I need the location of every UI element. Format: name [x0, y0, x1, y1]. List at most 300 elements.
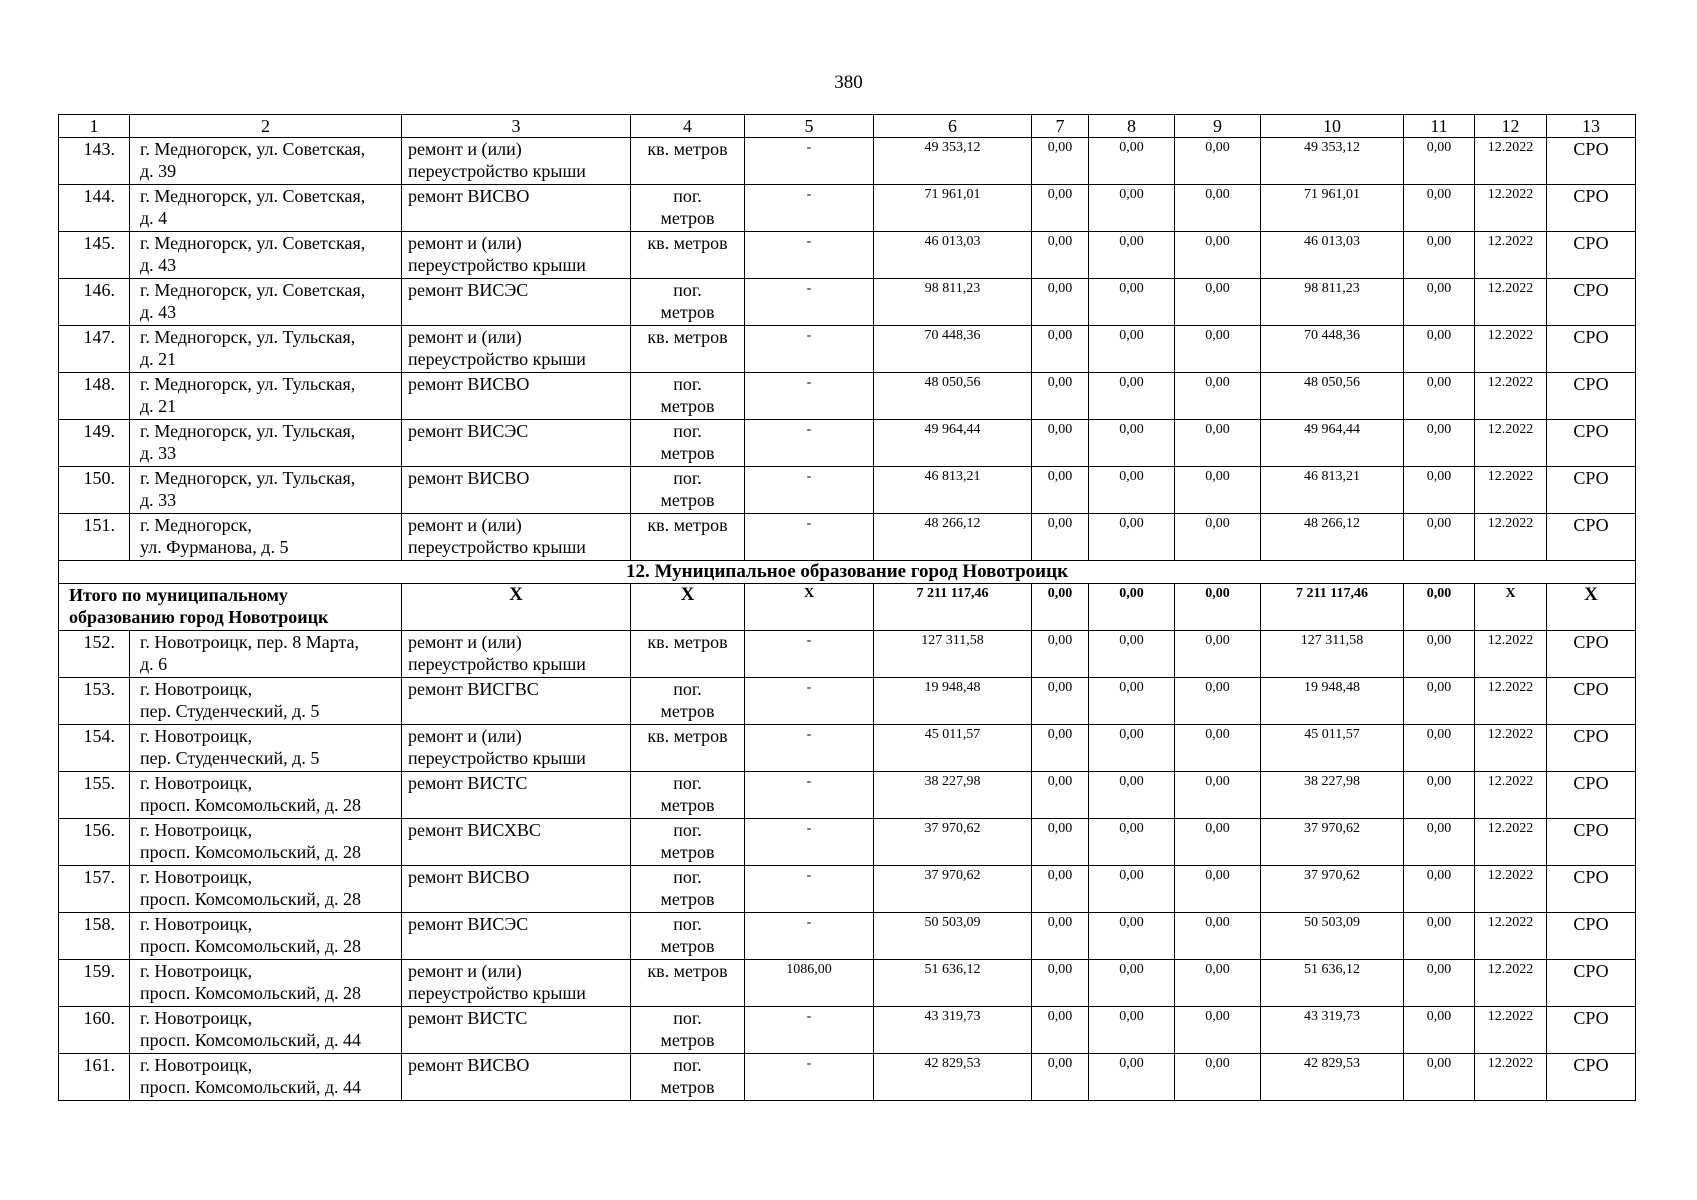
owner-funds-cell: 7 211 117,46	[1261, 584, 1404, 631]
contractor-cell: СРО	[1547, 232, 1636, 279]
address-line: д. 4	[140, 208, 168, 228]
row-number: 150.	[59, 467, 130, 514]
fund-cell: 0,00	[1032, 584, 1089, 631]
fund-cell: 0,00	[1089, 1007, 1175, 1054]
fund-cell: 0,00	[1032, 467, 1089, 514]
address-line: ул. Фурманова, д. 5	[140, 537, 289, 557]
unit-line: пог.	[673, 374, 702, 394]
owner-funds-cell: 50 503,09	[1261, 913, 1404, 960]
fund-cell: 0,00	[1089, 960, 1175, 1007]
table-row	[59, 819, 1636, 866]
fund-cell: 0,00	[1089, 232, 1175, 279]
fund-cell: 0,00	[1175, 279, 1261, 326]
contractor-cell: СРО	[1547, 185, 1636, 232]
row-number: 154.	[59, 725, 130, 772]
unit-line: пог.	[673, 1055, 702, 1075]
fund-cell: 0,00	[1404, 960, 1475, 1007]
row-number: 161.	[59, 1054, 130, 1101]
fund-cell: 0,00	[1089, 373, 1175, 420]
row-number: 160.	[59, 1007, 130, 1054]
fund-cell: 0,00	[1089, 913, 1175, 960]
total-x: X	[745, 584, 874, 631]
row-number: 157.	[59, 866, 130, 913]
total-cost-cell: 37 970,62	[874, 819, 1032, 866]
address-cell	[130, 678, 402, 725]
row-number: 143.	[59, 138, 130, 185]
unit-line: метров	[660, 842, 715, 862]
work-type-line: ремонт и (или)	[408, 233, 522, 253]
unit-cell	[631, 631, 745, 678]
unit-cell	[631, 467, 745, 514]
unit-line: пог.	[673, 820, 702, 840]
fund-cell: 0,00	[1089, 420, 1175, 467]
fund-cell: 0,00	[1089, 866, 1175, 913]
work-type-line: ремонт ВИСВО	[408, 468, 530, 488]
address-cell	[130, 326, 402, 373]
address-cell	[130, 819, 402, 866]
unit-cell	[631, 514, 745, 561]
work-type-cell	[402, 514, 631, 561]
total-cost-cell: 49 964,44	[874, 420, 1032, 467]
address-cell	[130, 279, 402, 326]
unit-line: кв. метров	[647, 515, 728, 535]
contractor-cell: СРО	[1547, 772, 1636, 819]
unit-line: метров	[660, 208, 715, 228]
contractor-cell: СРО	[1547, 1007, 1636, 1054]
unit-cell	[631, 725, 745, 772]
total-cost-cell: 51 636,12	[874, 960, 1032, 1007]
unit-line: кв. метров	[647, 139, 728, 159]
fund-cell: 0,00	[1175, 420, 1261, 467]
address-line: просп. Комсомольский, д. 28	[140, 889, 362, 909]
row-number: 144.	[59, 185, 130, 232]
total-row	[59, 584, 1636, 631]
unit-line: метров	[660, 490, 715, 510]
deadline-cell: 12.2022	[1475, 819, 1547, 866]
section-title: 12. Муниципальное образование город Новотроицк	[59, 561, 1636, 584]
table-row	[59, 279, 1636, 326]
work-type-line: переустройство крыши	[408, 255, 586, 275]
address-cell	[130, 866, 402, 913]
fund-cell: 0,00	[1175, 678, 1261, 725]
owner-funds-cell: 51 636,12	[1261, 960, 1404, 1007]
address-cell	[130, 420, 402, 467]
address-cell	[130, 232, 402, 279]
volume-cell: -	[745, 866, 874, 913]
fund-cell: 0,00	[1404, 467, 1475, 514]
volume-cell: -	[745, 279, 874, 326]
unit-line: пог.	[673, 914, 702, 934]
deadline-cell: 12.2022	[1475, 185, 1547, 232]
owner-funds-cell: 70 448,36	[1261, 326, 1404, 373]
work-type-cell	[402, 420, 631, 467]
work-type-cell	[402, 678, 631, 725]
total-cost-cell: 42 829,53	[874, 1054, 1032, 1101]
work-type-cell	[402, 185, 631, 232]
contractor-cell: СРО	[1547, 514, 1636, 561]
fund-cell: 0,00	[1175, 138, 1261, 185]
fund-cell: 0,00	[1404, 819, 1475, 866]
deadline-cell: 12.2022	[1475, 232, 1547, 279]
contractor-cell: СРО	[1547, 279, 1636, 326]
address-line: д. 33	[140, 490, 177, 510]
unit-line: кв. метров	[647, 233, 728, 253]
work-type-line: ремонт ВИСВО	[408, 186, 530, 206]
work-type-line: ремонт ВИСЭС	[408, 914, 529, 934]
work-type-line: ремонт и (или)	[408, 139, 522, 159]
fund-cell: 0,00	[1175, 960, 1261, 1007]
fund-cell: 0,00	[1089, 772, 1175, 819]
work-type-line: ремонт и (или)	[408, 515, 522, 535]
contractor-cell: СРО	[1547, 866, 1636, 913]
owner-funds-cell: 127 311,58	[1261, 631, 1404, 678]
fund-cell: 0,00	[1032, 326, 1089, 373]
fund-cell: 0,00	[1404, 326, 1475, 373]
volume-cell: -	[745, 725, 874, 772]
fund-cell: 0,00	[1089, 584, 1175, 631]
work-type-line: ремонт и (или)	[408, 632, 522, 652]
work-type-line: переустройство крыши	[408, 537, 586, 557]
contractor-cell: СРО	[1547, 631, 1636, 678]
work-type-line: ремонт и (или)	[408, 726, 522, 746]
contractor-cell: СРО	[1547, 138, 1636, 185]
unit-cell	[631, 819, 745, 866]
deadline-cell: 12.2022	[1475, 678, 1547, 725]
work-type-cell	[402, 232, 631, 279]
table-row	[59, 725, 1636, 772]
unit-line: пог.	[673, 1008, 702, 1028]
fund-cell: 0,00	[1032, 819, 1089, 866]
volume-cell: -	[745, 1054, 874, 1101]
deadline-cell: 12.2022	[1475, 467, 1547, 514]
volume-cell: -	[745, 514, 874, 561]
unit-line: метров	[660, 443, 715, 463]
unit-line: метров	[660, 396, 715, 416]
row-number: 152.	[59, 631, 130, 678]
address-cell	[130, 514, 402, 561]
work-type-line: ремонт ВИСТС	[408, 773, 528, 793]
contractor-cell: СРО	[1547, 819, 1636, 866]
address-line: г. Новотроицк,	[140, 679, 253, 699]
unit-cell	[631, 678, 745, 725]
fund-cell: 0,00	[1089, 725, 1175, 772]
volume-cell: -	[745, 138, 874, 185]
work-type-line: ремонт и (или)	[408, 327, 522, 347]
volume-cell: -	[745, 232, 874, 279]
fund-cell: 0,00	[1404, 138, 1475, 185]
contractor-cell: СРО	[1547, 725, 1636, 772]
row-number: 153.	[59, 678, 130, 725]
work-type-cell	[402, 1054, 631, 1101]
fund-cell: 0,00	[1089, 819, 1175, 866]
fund-cell: 0,00	[1404, 514, 1475, 561]
address-line: просп. Комсомольский, д. 28	[140, 795, 362, 815]
deadline-cell: 12.2022	[1475, 279, 1547, 326]
address-line: г. Медногорск, ул. Советская,	[140, 280, 366, 300]
row-number: 151.	[59, 514, 130, 561]
address-cell	[130, 373, 402, 420]
deadline-cell: 12.2022	[1475, 631, 1547, 678]
table-row	[59, 467, 1636, 514]
fund-cell: 0,00	[1089, 185, 1175, 232]
address-line: просп. Комсомольский, д. 44	[140, 1030, 362, 1050]
address-line: г. Новотроицк,	[140, 820, 253, 840]
work-type-line: ремонт ВИСВО	[408, 1055, 530, 1075]
owner-funds-cell: 38 227,98	[1261, 772, 1404, 819]
unit-line: пог.	[673, 421, 702, 441]
address-line: г. Медногорск, ул. Тульская,	[140, 374, 356, 394]
fund-cell: 0,00	[1089, 631, 1175, 678]
row-number: 149.	[59, 420, 130, 467]
work-type-cell	[402, 631, 631, 678]
address-line: г. Медногорск, ул. Тульская,	[140, 327, 356, 347]
unit-line: метров	[660, 302, 715, 322]
volume-cell: -	[745, 185, 874, 232]
table-row	[59, 138, 1636, 185]
total-cost-cell: 38 227,98	[874, 772, 1032, 819]
fund-cell: 0,00	[1404, 772, 1475, 819]
unit-line: метров	[660, 1077, 715, 1097]
row-number: 148.	[59, 373, 130, 420]
fund-cell: 0,00	[1404, 631, 1475, 678]
fund-cell: 0,00	[1032, 514, 1089, 561]
address-cell	[130, 138, 402, 185]
total-cost-cell: 46 013,03	[874, 232, 1032, 279]
fund-cell: 0,00	[1404, 584, 1475, 631]
work-type-line: переустройство крыши	[408, 748, 586, 768]
fund-cell: 0,00	[1175, 725, 1261, 772]
unit-line: пог.	[673, 280, 702, 300]
work-type-line: ремонт ВИСТС	[408, 1008, 528, 1028]
row-number: 146.	[59, 279, 130, 326]
fund-cell: 0,00	[1175, 819, 1261, 866]
fund-cell: 0,00	[1032, 185, 1089, 232]
row-number: 158.	[59, 913, 130, 960]
address-line: г. Медногорск, ул. Советская,	[140, 139, 366, 159]
unit-line: метров	[660, 701, 715, 721]
address-line: пер. Студенческий, д. 5	[140, 748, 320, 768]
unit-line: пог.	[673, 468, 702, 488]
unit-line: пог.	[673, 773, 702, 793]
volume-cell: -	[745, 819, 874, 866]
fund-cell: 0,00	[1089, 279, 1175, 326]
fund-cell: 0,00	[1404, 913, 1475, 960]
volume-cell: -	[745, 678, 874, 725]
unit-cell	[631, 866, 745, 913]
deadline-cell: 12.2022	[1475, 420, 1547, 467]
table-row	[59, 772, 1636, 819]
unit-cell	[631, 138, 745, 185]
fund-cell: 0,00	[1032, 678, 1089, 725]
fund-cell: 0,00	[1175, 866, 1261, 913]
volume-cell: -	[745, 772, 874, 819]
work-type-cell	[402, 772, 631, 819]
address-line: д. 43	[140, 302, 177, 322]
address-cell	[130, 772, 402, 819]
unit-line: пог.	[673, 186, 702, 206]
fund-cell: 0,00	[1404, 279, 1475, 326]
row-number: 147.	[59, 326, 130, 373]
owner-funds-cell: 48 266,12	[1261, 514, 1404, 561]
fund-cell: 0,00	[1032, 1007, 1089, 1054]
work-type-line: ремонт ВИСХВС	[408, 820, 541, 840]
address-line: г. Новотроицк,	[140, 773, 253, 793]
table-row	[59, 960, 1636, 1007]
address-line: г. Новотроицк,	[140, 914, 253, 934]
total-label-line: Итого по муниципальному	[69, 585, 288, 605]
address-line: г. Медногорск, ул. Тульская,	[140, 421, 356, 441]
table-row	[59, 232, 1636, 279]
column-number: 4	[631, 115, 745, 138]
column-number: 9	[1175, 115, 1261, 138]
volume-cell: -	[745, 326, 874, 373]
total-label	[59, 584, 402, 631]
address-line: д. 39	[140, 161, 177, 181]
address-cell	[130, 960, 402, 1007]
unit-cell	[631, 185, 745, 232]
owner-funds-cell: 49 964,44	[1261, 420, 1404, 467]
contractor-cell: СРО	[1547, 373, 1636, 420]
fund-cell: 0,00	[1175, 232, 1261, 279]
work-type-cell	[402, 467, 631, 514]
unit-cell	[631, 232, 745, 279]
fund-cell: 0,00	[1032, 725, 1089, 772]
fund-cell: 0,00	[1089, 467, 1175, 514]
unit-line: кв. метров	[647, 961, 728, 981]
fund-cell: 0,00	[1404, 185, 1475, 232]
contractor-cell: СРО	[1547, 326, 1636, 373]
owner-funds-cell: 48 050,56	[1261, 373, 1404, 420]
contractor-cell: СРО	[1547, 960, 1636, 1007]
total-x: X	[631, 584, 745, 631]
table-row	[59, 326, 1636, 373]
unit-line: метров	[660, 936, 715, 956]
total-cost-cell: 71 961,01	[874, 185, 1032, 232]
work-type-line: ремонт ВИСЭС	[408, 421, 529, 441]
work-type-cell	[402, 725, 631, 772]
fund-cell: 0,00	[1175, 373, 1261, 420]
total-cost-cell: 7 211 117,46	[874, 584, 1032, 631]
owner-funds-cell: 19 948,48	[1261, 678, 1404, 725]
fund-cell: 0,00	[1175, 1007, 1261, 1054]
deadline-cell: 12.2022	[1475, 514, 1547, 561]
table-row	[59, 1007, 1636, 1054]
volume-cell: -	[745, 420, 874, 467]
deadline-cell: 12.2022	[1475, 725, 1547, 772]
fund-cell: 0,00	[1404, 232, 1475, 279]
fund-cell: 0,00	[1175, 467, 1261, 514]
unit-cell	[631, 420, 745, 467]
address-line: г. Новотроицк, пер. 8 Марта,	[140, 632, 360, 652]
owner-funds-cell: 46 013,03	[1261, 232, 1404, 279]
fund-cell: 0,00	[1175, 1054, 1261, 1101]
work-type-line: переустройство крыши	[408, 161, 586, 181]
fund-cell: 0,00	[1404, 420, 1475, 467]
address-cell	[130, 725, 402, 772]
owner-funds-cell: 42 829,53	[1261, 1054, 1404, 1101]
unit-line: метров	[660, 889, 715, 909]
unit-line: метров	[660, 795, 715, 815]
owner-funds-cell: 49 353,12	[1261, 138, 1404, 185]
row-number: 156.	[59, 819, 130, 866]
address-line: д. 6	[140, 654, 168, 674]
unit-line: метров	[660, 1030, 715, 1050]
address-cell	[130, 185, 402, 232]
fund-cell: 0,00	[1404, 866, 1475, 913]
contractor-cell: СРО	[1547, 1054, 1636, 1101]
address-cell	[130, 913, 402, 960]
unit-line: пог.	[673, 867, 702, 887]
fund-cell: 0,00	[1175, 913, 1261, 960]
fund-cell: 0,00	[1032, 420, 1089, 467]
total-label-line: образованию город Новотроицк	[69, 607, 329, 627]
total-cost-cell: 19 948,48	[874, 678, 1032, 725]
unit-cell	[631, 772, 745, 819]
address-line: г. Медногорск,	[140, 515, 252, 535]
address-line: г. Новотроицк,	[140, 867, 253, 887]
table-row	[59, 1054, 1636, 1101]
total-x: X	[1475, 584, 1547, 631]
work-type-line: переустройство крыши	[408, 654, 586, 674]
address-line: д. 43	[140, 255, 177, 275]
unit-cell	[631, 279, 745, 326]
volume-cell: -	[745, 467, 874, 514]
deadline-cell: 12.2022	[1475, 1007, 1547, 1054]
owner-funds-cell: 43 319,73	[1261, 1007, 1404, 1054]
column-number: 5	[745, 115, 874, 138]
work-type-line: ремонт ВИСГВС	[408, 679, 539, 699]
unit-cell	[631, 1054, 745, 1101]
unit-cell	[631, 1007, 745, 1054]
column-number: 1	[59, 115, 130, 138]
table-row	[59, 185, 1636, 232]
total-x: X	[402, 584, 631, 631]
address-line: просп. Комсомольский, д. 28	[140, 983, 362, 1003]
address-line: д. 21	[140, 396, 177, 416]
fund-cell: 0,00	[1404, 1007, 1475, 1054]
address-line: просп. Комсомольский, д. 28	[140, 842, 362, 862]
total-cost-cell: 50 503,09	[874, 913, 1032, 960]
fund-cell: 0,00	[1089, 326, 1175, 373]
table-row	[59, 373, 1636, 420]
work-type-cell	[402, 819, 631, 866]
fund-cell: 0,00	[1175, 326, 1261, 373]
volume-cell: 1086,00	[745, 960, 874, 1007]
work-type-cell	[402, 373, 631, 420]
total-cost-cell: 48 266,12	[874, 514, 1032, 561]
work-type-cell	[402, 138, 631, 185]
section-header-row	[59, 561, 1636, 584]
address-line: г. Медногорск, ул. Советская,	[140, 233, 366, 253]
fund-cell: 0,00	[1089, 678, 1175, 725]
volume-cell: -	[745, 631, 874, 678]
page-number: 380	[834, 72, 863, 93]
unit-line: кв. метров	[647, 726, 728, 746]
column-number: 6	[874, 115, 1032, 138]
fund-cell: 0,00	[1032, 138, 1089, 185]
owner-funds-cell: 71 961,01	[1261, 185, 1404, 232]
unit-cell	[631, 373, 745, 420]
fund-cell: 0,00	[1089, 138, 1175, 185]
total-cost-cell: 127 311,58	[874, 631, 1032, 678]
work-type-cell	[402, 960, 631, 1007]
unit-line: пог.	[673, 679, 702, 699]
total-cost-cell: 49 353,12	[874, 138, 1032, 185]
row-number: 159.	[59, 960, 130, 1007]
address-line: г. Новотроицк,	[140, 726, 253, 746]
owner-funds-cell: 46 813,21	[1261, 467, 1404, 514]
address-line: пер. Студенческий, д. 5	[140, 701, 320, 721]
